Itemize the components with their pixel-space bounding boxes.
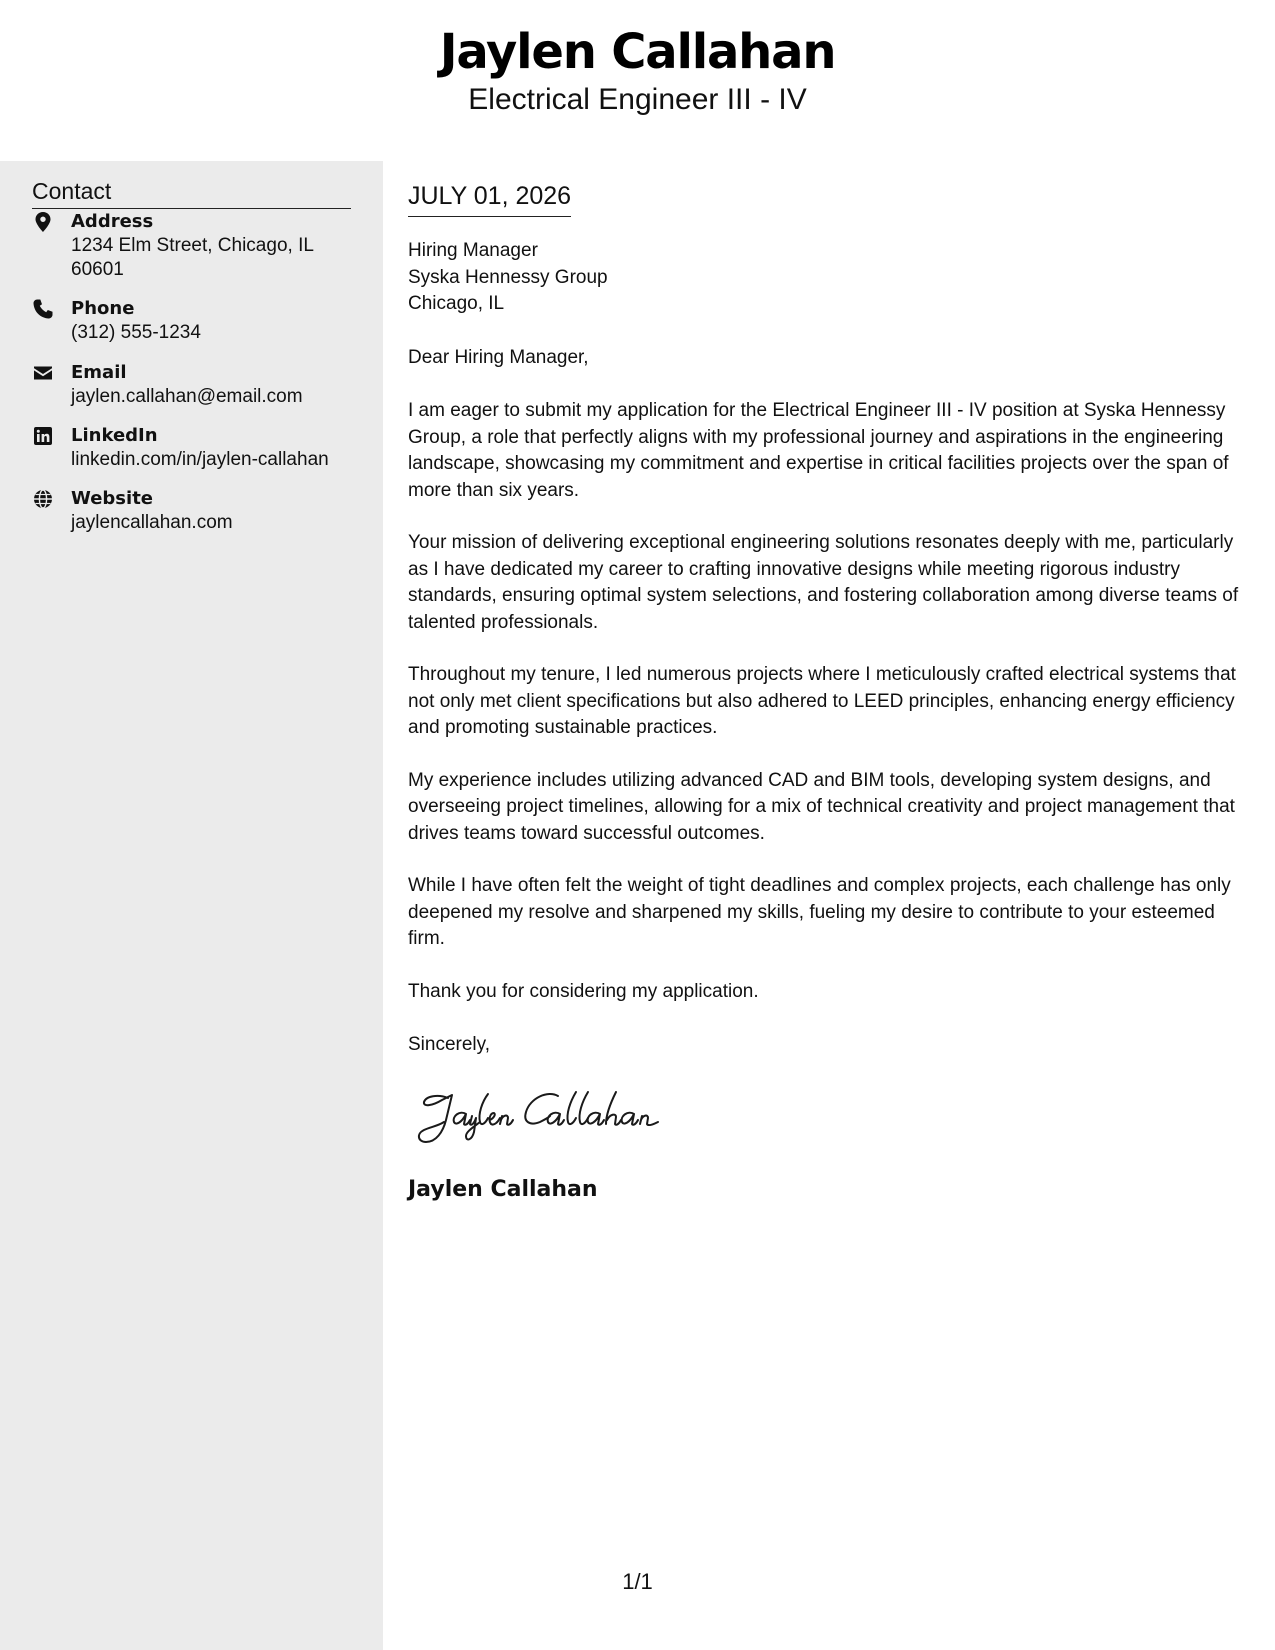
contact-heading: Contact: [32, 176, 351, 209]
contact-value-phone: (312) 555-1234: [71, 322, 201, 343]
envelope-icon: [32, 362, 58, 384]
linkedin-icon: [32, 425, 58, 447]
body-paragraph: My experience includes utilizing advanced CAD and BIM tools, developing system designs, and overseeing project timelines, allowing for a mix of technical creativity and project management that drives teams toward successful outcomes.: [408, 769, 1235, 844]
recipient-line: Syska Hennessy Group: [408, 266, 608, 288]
handwritten-signature: [408, 1080, 678, 1150]
letter-date: JULY 01, 2026: [408, 180, 571, 217]
body-paragraph: Your mission of delivering exceptional engineering solutions resonates deeply with me, particularly as I have dedicated my career to crafting innovative designs while meeting rigorous industry standards, ensuring optimal system selections, and fostering collaboration among diverse teams of talented professionals.: [408, 532, 1239, 633]
closing: Sincerely,: [408, 1034, 491, 1055]
contact-value-email[interactable]: jaylen.callahan@email.com: [71, 386, 303, 407]
page-number: 1/1: [622, 1569, 653, 1594]
signed-name: Jaylen Callahan: [408, 1177, 598, 1202]
body-paragraph: While I have often felt the weight of tight deadlines and complex projects, each challenge has only deepened my resolve and sharpened my skills, fueling my desire to contribute to your esteemed firm.: [408, 875, 1231, 949]
recipient-line: Chicago, IL: [408, 293, 505, 314]
recipient-line: Hiring Manager: [408, 240, 538, 261]
body-paragraph: Thank you for considering my application.: [408, 980, 759, 1002]
phone-icon: [32, 298, 58, 320]
applicant-name: Jaylen Callahan: [439, 24, 836, 80]
body-paragraph: Throughout my tenure, I led numerous projects where I meticulously crafted electrical systems that not only met client specifications but also adhered to LEED principles, enhancing energy efficiency and promoting sustainable practices.: [408, 664, 1236, 738]
map-pin-icon: [32, 211, 58, 233]
contact-value-address: 1234 Elm Street, Chicago, IL 60601: [71, 235, 314, 280]
contact-value-website[interactable]: jaylencallahan.com: [71, 512, 233, 533]
contact-label-website: Website: [71, 488, 154, 509]
recipient-block: [408, 238, 608, 318]
contact-label-phone: Phone: [71, 298, 135, 319]
letter-body: [408, 398, 1250, 1031]
salutation: Dear Hiring Manager,: [408, 347, 589, 368]
contact-label-linkedin: LinkedIn: [71, 425, 158, 446]
applicant-job-title: Electrical Engineer III - IV: [468, 83, 807, 116]
contact-value-linkedin[interactable]: linkedin.com/in/jaylen-callahan: [71, 449, 329, 470]
letter-header: [0, 0, 1275, 160]
contact-label-email: Email: [71, 362, 127, 383]
body-paragraph: I am eager to submit my application for the Electrical Engineer III - IV position at Syska Hennessy Group, a role that perfectly aligns with my professional journey and aspirations in the engineering landscape, showcasing my commitment and expertise in critical facilities projects over the span of more than six years.: [408, 400, 1229, 501]
globe-icon: [32, 488, 58, 510]
contact-label-address: Address: [71, 211, 154, 232]
